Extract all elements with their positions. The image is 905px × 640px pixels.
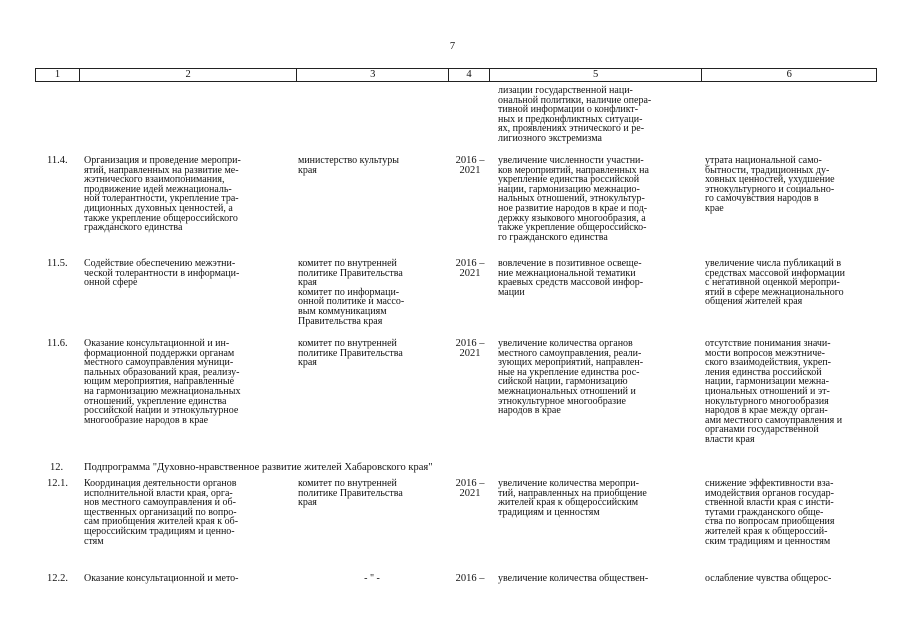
row-event: Содействие обеспечению межэтни- ческой толерантности в информаци- онной сфере [84, 258, 240, 289]
row-result: увеличение количества меропри- тий, направленных на приобщение жителей края к общероссийским традициям и ценностям [498, 478, 647, 518]
row-result: вовлечение в позитивное освеще- ние межнациональной тематики краевых средств массовой инфор- мации [498, 258, 644, 298]
continuation-col5: лизации государственной наци- ональной политики, наличие опера- тивной информации о конфликт- ных и предконфликтных ситуаци- ях, проявлениях этнического и ре- лигиозного экстремизма [498, 85, 652, 144]
row-executor: министерство культуры края [298, 155, 399, 176]
header-col-3: 3 [297, 69, 449, 81]
subprogram-title: Подпрограмма "Духовно-нравственное развитие жителей Хабаровского края" [84, 462, 433, 473]
subprogram-number: 12. [50, 462, 64, 473]
row-result: увеличение численности участни- ков мероприятий, направленных на укрепление единства российской нации, гармонизацию межнацио- нальных отношений, этнокультур- ное развитие народов в крае и под- держку языкового многообразия, а также укрепление общероссийско- го гражданского единства [498, 155, 649, 243]
row-result: увеличение количества органов местного самоуправления, реали- зующих мероприятий, направлен- ные на укрепление единства рос- сийской нации, гармонизацию межнациональных отношений и этнокультурное многообразие народов в крае [498, 338, 644, 417]
row-number: 11.5. [47, 258, 68, 269]
row-period: 2016 – 2021 [455, 478, 485, 499]
row-number: 11.4. [47, 155, 68, 166]
row-period: 2016 – [455, 573, 485, 584]
row-consequence: утрата национальной само- бытности, традиционных ду- ховных ценностей, ухудшение этнокультурного и социально- го самочувствия народов в крае [705, 155, 835, 214]
row-event: Оказание консультационной и мето- [84, 573, 239, 584]
row-consequence: снижение эффективности вза- имодействия органов государ- ственной власти края с инсти- тутами гражданского обще- ства по вопросам приобщения жителей края к общероссий- ским традициям и ценностям [705, 478, 835, 547]
row-executor: комитет по внутренней политике Правительства края [298, 338, 403, 369]
row-consequence: ослабление чувства общерос- [705, 573, 832, 584]
row-result: увеличение количества обществен- [498, 573, 649, 584]
row-executor: комитет по внутренней политике Правительства края [298, 478, 403, 509]
header-col-6: 6 [786, 69, 792, 80]
page-number: 7 [449, 41, 456, 52]
table-header-row [35, 68, 877, 82]
row-executor: - " - [364, 573, 380, 584]
row-executor: комитет по внутренней политике Правительства края комитет по информаци- онной политике и массо- вым коммуникациям Правительства края [298, 258, 405, 327]
header-col-5: 5 [490, 69, 703, 81]
row-period: 2016 – 2021 [455, 258, 485, 279]
row-number: 12.1. [47, 478, 68, 489]
row-period: 2016 – 2021 [455, 338, 485, 359]
row-period: 2016 – 2021 [455, 155, 485, 176]
row-consequence: отсутствие понимания значи- мости вопросов межэтниче- ского взаимодействия, укреп- ления единства российской нации, гармонизации межна- циональных отношений и эт- нокультурного многообразия народов в крае между орган- ами местного самоуправления и органами государственной власти края [705, 338, 843, 445]
header-col-1: 1 [36, 69, 80, 81]
row-event: Организация и проведение меропри- ятий, направленных на развитие ме- жэтнического взаимопонимания, продвижение идей межнациональ- ной толерантности, укрепление тра- диционных духовных ценностей, а также укрепление общероссийского гражданского единства [84, 155, 241, 234]
row-number: 12.2. [47, 573, 68, 584]
header-col-2: 2 [80, 69, 297, 81]
row-consequence: увеличение числа публикаций в средствах массовой информации с негативной оценкой меропри- ятий в сфере межнационального общения жителей края [705, 258, 846, 308]
row-number: 11.6. [47, 338, 68, 349]
row-event: Координация деятельности органов исполнительной власти края, орга- нов местного самоуправления и об- щественных организаций по вопро- сам приобщения жителей края к об- щероссийским традициям и ценно- стям [84, 478, 239, 547]
header-col-4: 4 [449, 69, 490, 81]
row-event: Оказание консультационной и ин- формационной поддержки органам местного самоуправления муници- пальных образований края, реализу- ющим мероприятия, направленные на гармонизацию межнациональных отношений, укрепление единства российской нации и этнокультурное многообразие народов в крае [84, 338, 241, 426]
